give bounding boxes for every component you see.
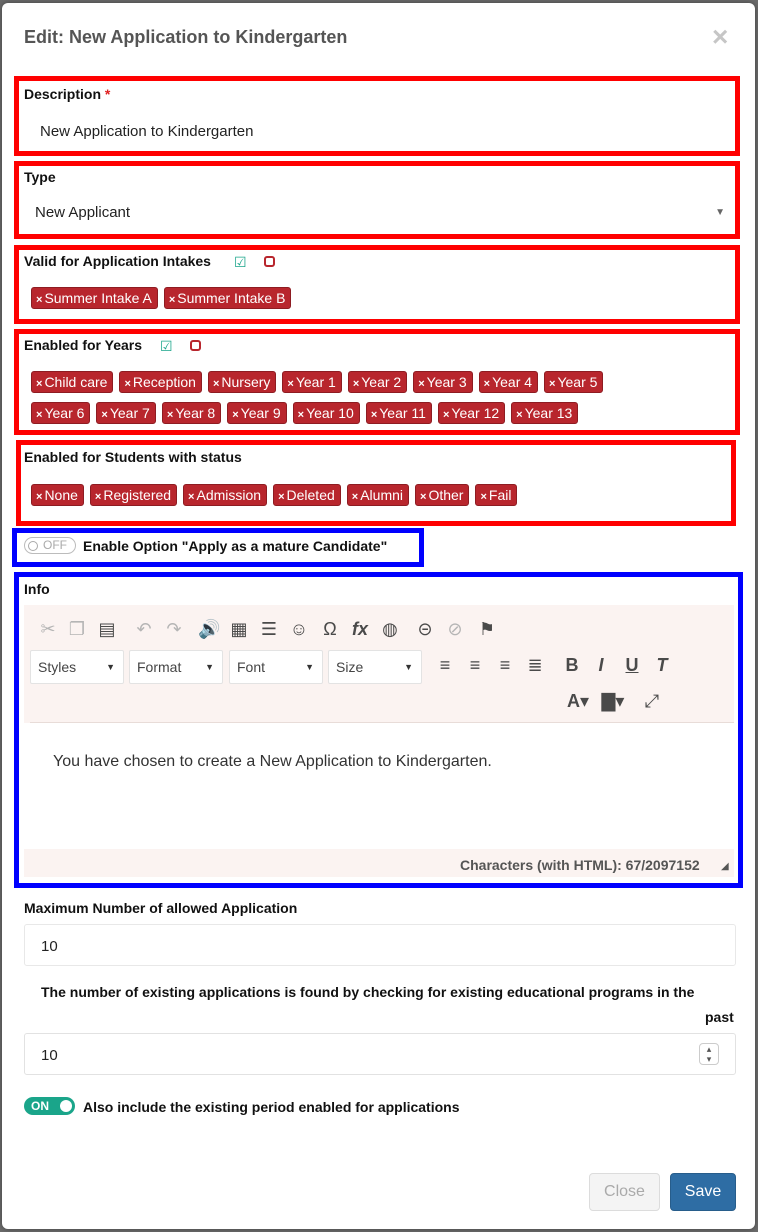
remove-tag-icon[interactable]: ×: [36, 294, 43, 306]
tag-chip[interactable]: [119, 371, 201, 393]
paste-icon[interactable]: ▤: [98, 619, 116, 639]
number-spinner-icon[interactable]: ▴ ▾: [699, 1043, 719, 1065]
tag-chip[interactable]: [90, 484, 177, 506]
tag-chip[interactable]: [227, 402, 286, 424]
close-icon[interactable]: ×: [712, 21, 729, 52]
existing-count-value: 10: [41, 1047, 58, 1064]
max-applications-label: Maximum Number of allowed Application: [24, 900, 298, 916]
tag-chip[interactable]: [366, 402, 432, 424]
copy-icon[interactable]: ❐: [68, 619, 86, 639]
tag-chip[interactable]: [96, 402, 155, 424]
resize-handle-icon[interactable]: ◢: [721, 861, 729, 872]
format-combo[interactable]: [129, 650, 223, 684]
tag-chip[interactable]: [511, 402, 578, 424]
description-input[interactable]: New Application to Kindergarten: [24, 109, 730, 149]
styles-combo[interactable]: [30, 650, 124, 684]
italic-icon[interactable]: I: [598, 655, 604, 675]
dropdown-arrow-icon: ▼: [715, 207, 725, 218]
remove-tag-icon[interactable]: ×: [287, 378, 294, 390]
tag-label: Alumni: [360, 487, 404, 503]
toggle-text: ON: [31, 1099, 49, 1113]
tag-chip[interactable]: [479, 371, 538, 393]
size-combo-label: Size: [336, 659, 364, 675]
type-select[interactable]: [24, 193, 730, 231]
remove-tag-icon[interactable]: ×: [36, 378, 43, 390]
remove-tag-icon[interactable]: ×: [36, 491, 43, 503]
remove-tag-icon[interactable]: ×: [166, 409, 174, 421]
audio-icon[interactable]: 🔊: [198, 619, 221, 639]
anchor-flag-icon[interactable]: ⚑: [478, 619, 496, 639]
tag-label: Year 7: [109, 405, 150, 421]
tag-label: Year 9: [240, 405, 281, 421]
font-combo[interactable]: [229, 650, 323, 684]
tag-chip[interactable]: [164, 287, 292, 309]
format-combo-label: Format: [137, 659, 182, 675]
tag-label: Fail: [488, 487, 512, 503]
tag-label: Reception: [132, 374, 196, 390]
remove-tag-icon[interactable]: ×: [549, 378, 556, 390]
tag-chip[interactable]: [544, 371, 603, 393]
maximize-icon[interactable]: ⤢: [644, 691, 660, 711]
tag-chip[interactable]: [208, 371, 276, 393]
tag-chip[interactable]: [162, 402, 221, 424]
tag-label: Year 3: [426, 374, 467, 390]
tag-chip[interactable]: [31, 287, 158, 309]
tag-label: Year 8: [175, 405, 216, 421]
font-combo-label: Font: [237, 659, 266, 675]
tag-label: Year 11: [379, 405, 426, 421]
smiley-icon[interactable]: ☺: [289, 619, 309, 639]
underline-icon[interactable]: U: [625, 655, 639, 675]
editor-content-text[interactable]: You have chosen to create a New Application to Kindergarten.: [53, 753, 492, 770]
type-label: Type: [24, 169, 56, 185]
styles-combo-label: Styles: [38, 659, 77, 675]
remove-tag-icon[interactable]: ×: [232, 409, 239, 421]
tag-chip[interactable]: [475, 484, 517, 506]
tag-label: Year 2: [361, 374, 402, 390]
link-icon[interactable]: ⊝: [417, 619, 433, 639]
tag-label: Nursery: [221, 374, 271, 390]
table-icon[interactable]: ▦: [230, 619, 248, 639]
bold-icon[interactable]: B: [565, 655, 579, 675]
tag-label: Year 10: [306, 405, 354, 421]
tag-label: Deleted: [286, 487, 335, 503]
tag-chip[interactable]: [282, 371, 341, 393]
remove-tag-icon[interactable]: ×: [483, 378, 491, 390]
remove-tag-icon[interactable]: ×: [442, 409, 450, 421]
chevron-down-icon: ▼: [205, 662, 214, 672]
info-label: Info: [24, 581, 50, 597]
tag-label: Year 6: [44, 405, 85, 421]
tag-chip[interactable]: [347, 484, 409, 506]
align-right-icon[interactable]: ≡: [499, 655, 511, 675]
include-period-label: Also include the existing period enabled for applications: [83, 1099, 460, 1115]
size-combo[interactable]: [328, 650, 422, 684]
chevron-down-icon: ▼: [106, 662, 115, 672]
tag-chip[interactable]: [415, 484, 469, 506]
mature-option-toggle[interactable]: [24, 537, 76, 554]
remove-tag-icon[interactable]: ×: [36, 409, 43, 421]
background-color-icon[interactable]: ▇▾: [601, 691, 625, 711]
special-char-icon[interactable]: Ω: [323, 619, 337, 639]
tag-chip[interactable]: [31, 484, 84, 506]
editor-content-area[interactable]: [24, 723, 734, 849]
remove-tag-icon[interactable]: ×: [351, 491, 359, 503]
tag-label: Year 5: [557, 374, 598, 390]
clear-all-icon[interactable]: [264, 256, 275, 267]
required-mark: *: [104, 86, 111, 102]
unlink-icon[interactable]: ⊘: [447, 619, 463, 639]
tag-chip[interactable]: [183, 484, 267, 506]
tag-chip[interactable]: [273, 484, 341, 506]
description-label: [24, 86, 110, 102]
remove-tag-icon[interactable]: ×: [352, 378, 360, 390]
remove-tag-icon[interactable]: ×: [124, 378, 131, 390]
tag-label: Year 4: [492, 374, 533, 390]
tag-chip[interactable]: [413, 371, 472, 393]
remove-tag-icon[interactable]: ×: [101, 409, 108, 421]
statuses-label: Enabled for Students with status: [24, 449, 242, 465]
globe-icon[interactable]: ◍: [382, 619, 398, 639]
years-label: Enabled for Years: [24, 337, 143, 353]
dialog-title: Edit: New Application to Kindergarten: [24, 27, 348, 47]
remove-tag-icon[interactable]: ×: [370, 409, 378, 421]
remove-tag-icon[interactable]: ×: [420, 491, 427, 503]
type-select-value: New Applicant: [35, 204, 131, 221]
tag-label: None: [44, 487, 78, 503]
tag-label: Summer Intake A: [44, 290, 152, 306]
redo-icon[interactable]: ↷: [166, 619, 182, 639]
tag-label: Registered: [103, 487, 172, 503]
existing-note-line2: past: [705, 1009, 734, 1025]
text-color-icon[interactable]: A▾: [566, 691, 590, 711]
remove-format-icon[interactable]: T: [656, 655, 668, 675]
remove-tag-icon[interactable]: ×: [278, 491, 285, 503]
description-label-text: Description: [24, 86, 102, 102]
remove-tag-icon[interactable]: ×: [297, 409, 305, 421]
tag-chip[interactable]: [438, 402, 505, 424]
remove-tag-icon[interactable]: ×: [168, 294, 176, 306]
tag-label: Year 13: [524, 405, 573, 421]
cut-icon[interactable]: ✂: [40, 619, 56, 639]
remove-tag-icon[interactable]: ×: [188, 491, 195, 503]
mature-option-label: Enable Option "Apply as a mature Candidate": [83, 538, 388, 554]
select-all-icon[interactable]: ☑: [160, 338, 173, 354]
remove-tag-icon[interactable]: ×: [94, 491, 102, 503]
tag-label: Child care: [44, 374, 108, 390]
chevron-down-icon: ▼: [305, 662, 314, 672]
clear-all-icon[interactable]: [190, 340, 201, 351]
tag-chip[interactable]: [31, 402, 90, 424]
tag-label: Other: [428, 487, 464, 503]
horizontal-line-icon[interactable]: ☰: [260, 619, 278, 639]
max-applications-input[interactable]: 10: [24, 924, 736, 966]
toggle-knob: [60, 1100, 72, 1112]
close-button[interactable]: Close: [589, 1173, 660, 1211]
chevron-down-icon: ▼: [404, 662, 413, 672]
remove-tag-icon[interactable]: ×: [418, 378, 425, 390]
remove-tag-icon[interactable]: ×: [212, 378, 220, 390]
existing-note-line1: The number of existing applications is found by checking for existing educational programs in the: [41, 984, 695, 1000]
tag-chip[interactable]: [31, 371, 113, 393]
tag-label: Summer Intake B: [177, 290, 286, 306]
toggle-text: OFF: [43, 538, 67, 552]
toggle-knob: [28, 541, 38, 551]
tag-chip[interactable]: [293, 402, 360, 424]
align-center-icon[interactable]: ≡: [469, 655, 481, 675]
undo-icon[interactable]: ↶: [136, 619, 152, 639]
include-period-toggle[interactable]: [24, 1097, 75, 1115]
remove-tag-icon[interactable]: ×: [480, 491, 487, 503]
save-button[interactable]: Save: [670, 1173, 736, 1211]
tag-label: Admission: [196, 487, 262, 503]
existing-count-input[interactable]: [24, 1033, 736, 1075]
formula-icon[interactable]: fx: [351, 619, 368, 639]
select-all-icon[interactable]: ☑: [234, 254, 247, 270]
tag-label: Year 1: [295, 374, 336, 390]
intakes-label: Valid for Application Intakes: [24, 253, 211, 269]
tag-chip[interactable]: [348, 371, 407, 393]
remove-tag-icon[interactable]: ×: [516, 409, 523, 421]
align-left-icon[interactable]: ≡: [439, 655, 451, 675]
justify-icon[interactable]: ≣: [527, 655, 543, 675]
character-count: Characters (with HTML): 67/2097152: [460, 857, 700, 873]
tag-label: Year 12: [451, 405, 500, 421]
